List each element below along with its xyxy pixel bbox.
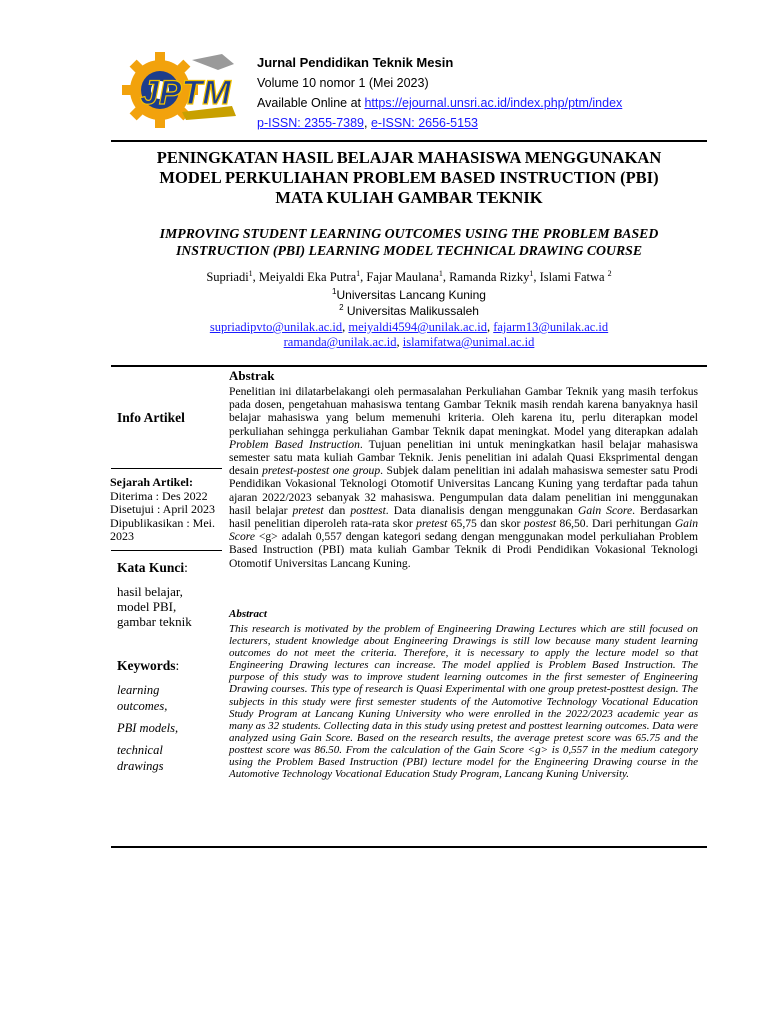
affiliation [100,288,718,302]
abstract-bottom-divider [111,846,707,848]
issn-separator: , [364,116,371,130]
abstrak-italic: postest [523,517,557,531]
keyword-en: learning [117,683,160,697]
title-line: MODEL PERKULIAHAN PROBLEM BASED INSTRUCTION (PBI) [159,168,659,187]
abstrak-italic: pretest [416,517,448,531]
author: Fajar Maulana [366,270,439,284]
abstract-en-heading: Abstract [229,608,267,620]
sidebar-divider [111,550,222,551]
author-sup: 2 [607,268,612,278]
author-sup: 1 [356,268,361,278]
keyword-id: hasil belajar, [117,584,183,599]
journal-name: Jurnal Pendidikan Teknik Mesin [257,55,454,70]
author-sup: 1 [438,268,443,278]
abstrak-text: . Berdasarkan hasil penelitian diperoleh rata-rata skor [229,503,698,531]
e-issn-link[interactable]: e-ISSN: 2656-5153 [370,116,478,130]
article-history-title: Sejarah Artikel: [110,475,193,489]
journal-url-link[interactable]: https://ejournal.unsri.ac.id/index.php/ptm/index [364,96,623,110]
title-en-line: INSTRUCTION (PBI) LEARNING MODEL TECHNICAL DRAWING COURSE [175,243,643,258]
published-date: Dipublikasikan : Mei. [110,515,215,530]
keyword-en: outcomes, [117,699,168,713]
abstrak-italic: Gain Score [229,517,698,544]
email-link[interactable]: supriadipvto@unilak.ac.id [209,320,343,334]
title-en-line: IMPROVING STUDENT LEARNING OUTCOMES USING THE PROBLEM BASED [159,226,659,241]
header-divider [111,140,707,142]
affiliation [100,304,718,318]
kata-kunci-list [117,584,192,629]
p-issn-link[interactable]: p-ISSN: 2355-7389 [257,116,365,130]
affiliation-name: Universitas Malikussaleh [343,304,479,318]
author-sup: 1 [248,268,253,278]
abstrak-italic: posttest [350,503,386,517]
author: Islami Fatwa [539,270,608,284]
affiliation-sup: 2 [339,303,344,312]
available-online [257,96,622,110]
email-list: supriadipvto@unilak.ac.id, meiyaldi4594@unilak.ac.id, fajarm13@unilak.ac.id ramanda@unilak.ac.id, islamifatwa@unimal.ac.id [209,320,609,349]
paper-title-english [100,225,718,259]
paper-title [100,148,718,208]
abstrak-text: Penelitian ini dilatarbelakangi oleh permasalahan Perkuliahan Gambar Teknik yang masih terfokus pada dosen, pengetahuan mahasiswa tentang Gambar Teknik masih rendah karena banyaknya hasil belajar mahasiswa yang belum memenuhi kriteria. Oleh karena itu, perlu diterapkan model perkuliahan sehingga perkuliahan Gambar Teknik dapat meningkat. Model yang diterapkan adalah [229,385,698,438]
abstrak-text: 86,50. Dari perhitungan [556,517,675,531]
abstrak-text: <g> adalah 0,557 dengan kategori sedang dengan menggunakan model perkuliahan Problem Based Instruction (PBI) mata kuliah Gambar Teknik di Prodi Pendidikan Vokasional Teknologi Otomotif Universitas Lancang Kuning. [229,530,698,570]
received-date: Diterima : Des 2022 [110,488,208,503]
keyword-en: PBI models, [117,721,179,735]
author: Ramanda Rizky [449,270,530,284]
keyword-en: drawings [117,759,164,773]
approved-date: Disetujui : April 2023 [110,502,215,516]
abstrak-italic: pretest [292,503,324,517]
logo-lettering: JPTM [140,74,231,112]
title-line: MATA KULIAH GAMBAR TEKNIK [275,188,543,207]
author-list: Supriadi$^1$, Meiyaldi Eka Putra$^1$, Fajar Maulana$^1$, Ramanda Rizky$^1$, Islami Fatwa $^2$ [206,268,612,284]
author: Supriadi [206,270,249,284]
email-link[interactable]: fajarm13@unilak.ac.id [493,320,609,334]
abstrak-text: . Subjek dalam penelitian ini adalah mahasiswa semester satu Prodi Pendidikan Vokasional Teknologi Otomotif Universitas Lancang Kuning yang terdaftar pada tahun ajaran 2022/2023 sebanyak 32 mahasiswa. Pengumpulan data dalam penelitian ini menggunakan hasil belajar [229,464,698,517]
email-link[interactable]: islamifatwa@unimal.ac.id [402,335,535,349]
keyword-id: gambar teknik [117,614,192,629]
published-year: 2023 [110,529,134,543]
author: Meiyaldi Eka Putra [258,270,357,284]
keywords-title: Keywords [117,658,176,673]
keyword-id: model PBI, [117,599,177,614]
affiliation-name: Universitas Lancang Kuning [336,288,486,302]
abstrak-text: . Tujuan penelitian ini untuk meningkatkan hasil belajar mahasiswa semester satu mata kuliah Gambar Teknik. Jenis penelitian ini adalah Quasi Eksprimental dengan desain [229,437,698,478]
keyword-en: technical [117,743,163,757]
available-online-label: Available Online at [257,96,365,110]
kata-kunci-heading [117,560,188,576]
abstract-en-body: This research is motivated by the problem of Engineering Drawing Lectures which are still focused on lecturers, student knowledge about Engineering Drawings is still low because many student learning outcomes do not meet the criteria. Therefore, it is necessary to apply the lecture model so that Engineering Drawing lectures can increase. The model applied is Problem Based Instruction. The purpose of this study was to improve student learning outcomes in the first semester of Engineering Drawing courses. This type of research is Quasi Experimental with one group pretest-posttest design. The subjects in this study were first semester students of the Automotive Technology Vocational Education Study Program at Lancang Kuning University who were enrolled in the 2022/2023 academic year as many as 32 students. Collecting data in this study using pretest and posttest learning outcomes. Data were analyzed using Gain Score. Based on the research results, the average pretest score was 65.75 and the posttest score was 86.50. From the calculation of the Gain Score <g> is 0,557 in the medium category using the Problem Based Instruction (PBI) lecture model for the Engineering Drawing course in the Automotive Technology Vocational Education Study Program, Lancang Kuning University. [229,623,698,781]
journal-volume: Volume 10 nomor 1 (Mei 2023) [257,76,429,90]
abstrak-body [229,385,698,570]
title-line: PENINGKATAN HASIL BELAJAR MAHASISWA MENGGUNAKAN [156,148,662,167]
article-history [110,476,215,544]
info-artikel-heading: Info Artikel [117,410,185,425]
affiliation-sup: 1 [332,287,337,296]
email-link[interactable]: meiyaldi4594@unilak.ac.id [348,320,487,334]
keywords-colon: : [175,658,180,673]
email-link[interactable]: ramanda@unilak.ac.id [283,335,397,349]
abstrak-text: 65,75 dan skor [447,517,524,531]
abstract-top-divider [111,365,707,367]
sidebar-divider [111,468,222,469]
abstrak-italic: Problem Based Instruction [229,437,360,451]
keywords-list [117,682,178,774]
abstrak-italic: Gain Score [577,503,633,517]
abstrak-heading: Abstrak [229,368,275,383]
kata-kunci-colon: : [184,560,188,575]
author-sup: 1 [529,268,534,278]
abstrak-text: dan [323,503,351,517]
journal-logo [122,50,240,130]
issn-line [257,116,478,130]
kata-kunci-title: Kata Kunci [117,560,185,575]
keywords-heading [117,658,179,674]
abstrak-italic: pretest-postest one group [262,464,381,478]
abstrak-text: . Data dianalisis dengan menggunakan [385,503,578,517]
